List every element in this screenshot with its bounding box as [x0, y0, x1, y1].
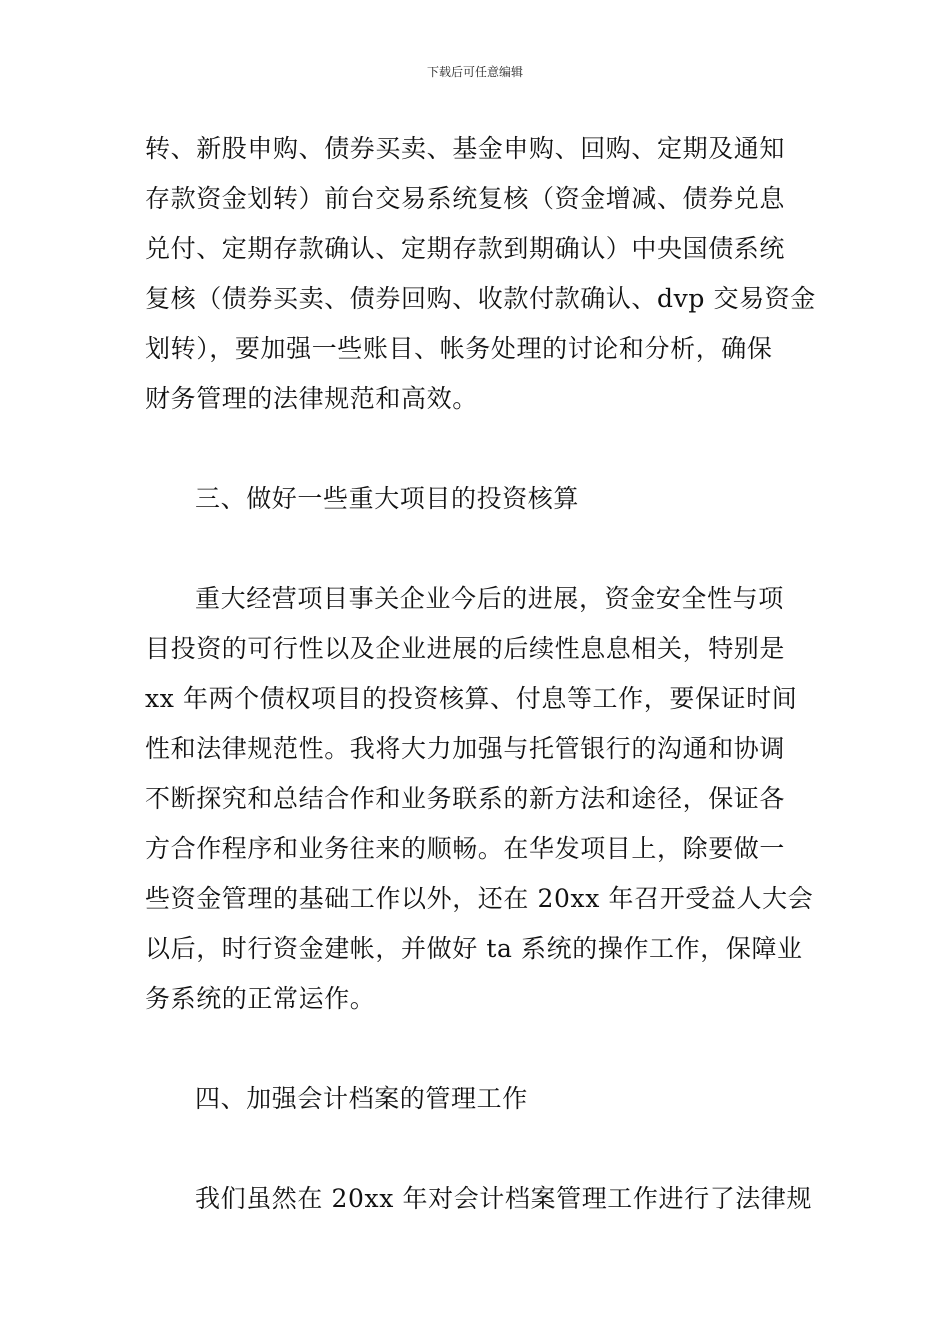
paragraph-line: 财务管理的法律规范和高效。	[145, 384, 478, 413]
paragraph-line: xx 年两个债权项目的投资核算、付息等工作，要保证时间	[145, 684, 798, 713]
paragraph-archive-management	[145, 1174, 813, 1224]
paragraph-line: 兑付、定期存款确认、定期存款到期确认）中央国债系统	[145, 234, 786, 263]
spacer	[145, 1024, 807, 1074]
paragraph-line: 我们虽然在 20xx 年对会计档案管理工作进行了法律规	[195, 1184, 813, 1213]
paragraph-line: 重大经营项目事关企业今后的进展，资金安全性与项	[195, 584, 784, 613]
paragraph-line: 以后，时行资金建帐，并做好 ta 系统的操作工作，保障业	[145, 934, 803, 963]
heading-text: 三、做好一些重大项目的投资核算	[195, 484, 580, 513]
paragraph-line: 务系统的正常运作。	[145, 984, 376, 1013]
paragraph-line: 转、新股申购、债券买卖、基金申购、回购、定期及通知	[145, 134, 786, 163]
spacer	[145, 524, 807, 574]
paragraph-line: 存款资金划转）前台交易系统复核（资金增减、债券兑息	[145, 184, 786, 213]
paragraph-line: 划转），要加强一些账目、帐务处理的讨论和分析，确保	[145, 334, 773, 363]
document-body	[145, 124, 816, 1224]
paragraph-line: 些资金管理的基础工作以外，还在 20xx 年召开受益人大会	[145, 884, 814, 913]
paragraph-line: 性和法律规范性。我将大力加强与托管银行的沟通和协调	[145, 734, 786, 763]
paragraph-line: 方合作程序和业务往来的顺畅。在华发项目上，除要做一	[145, 834, 786, 863]
spacer	[145, 424, 807, 474]
paragraph-line: 不断探究和总结合作和业务联系的新方法和途径，保证各	[145, 784, 786, 813]
page-header-note: 下载后可任意编辑	[426, 65, 523, 79]
section-heading-4	[145, 1074, 807, 1124]
paragraph-major-projects	[145, 574, 814, 1024]
paragraph-fund-review	[145, 124, 816, 424]
section-heading-3	[145, 474, 807, 524]
heading-text: 四、加强会计档案的管理工作	[195, 1084, 528, 1113]
paragraph-line: 复核（债券买卖、债券回购、收款付款确认、dvp 交易资金	[145, 284, 816, 313]
paragraph-line: 目投资的可行性以及企业进展的后续性息息相关，特别是	[145, 634, 786, 663]
spacer	[145, 1124, 807, 1174]
